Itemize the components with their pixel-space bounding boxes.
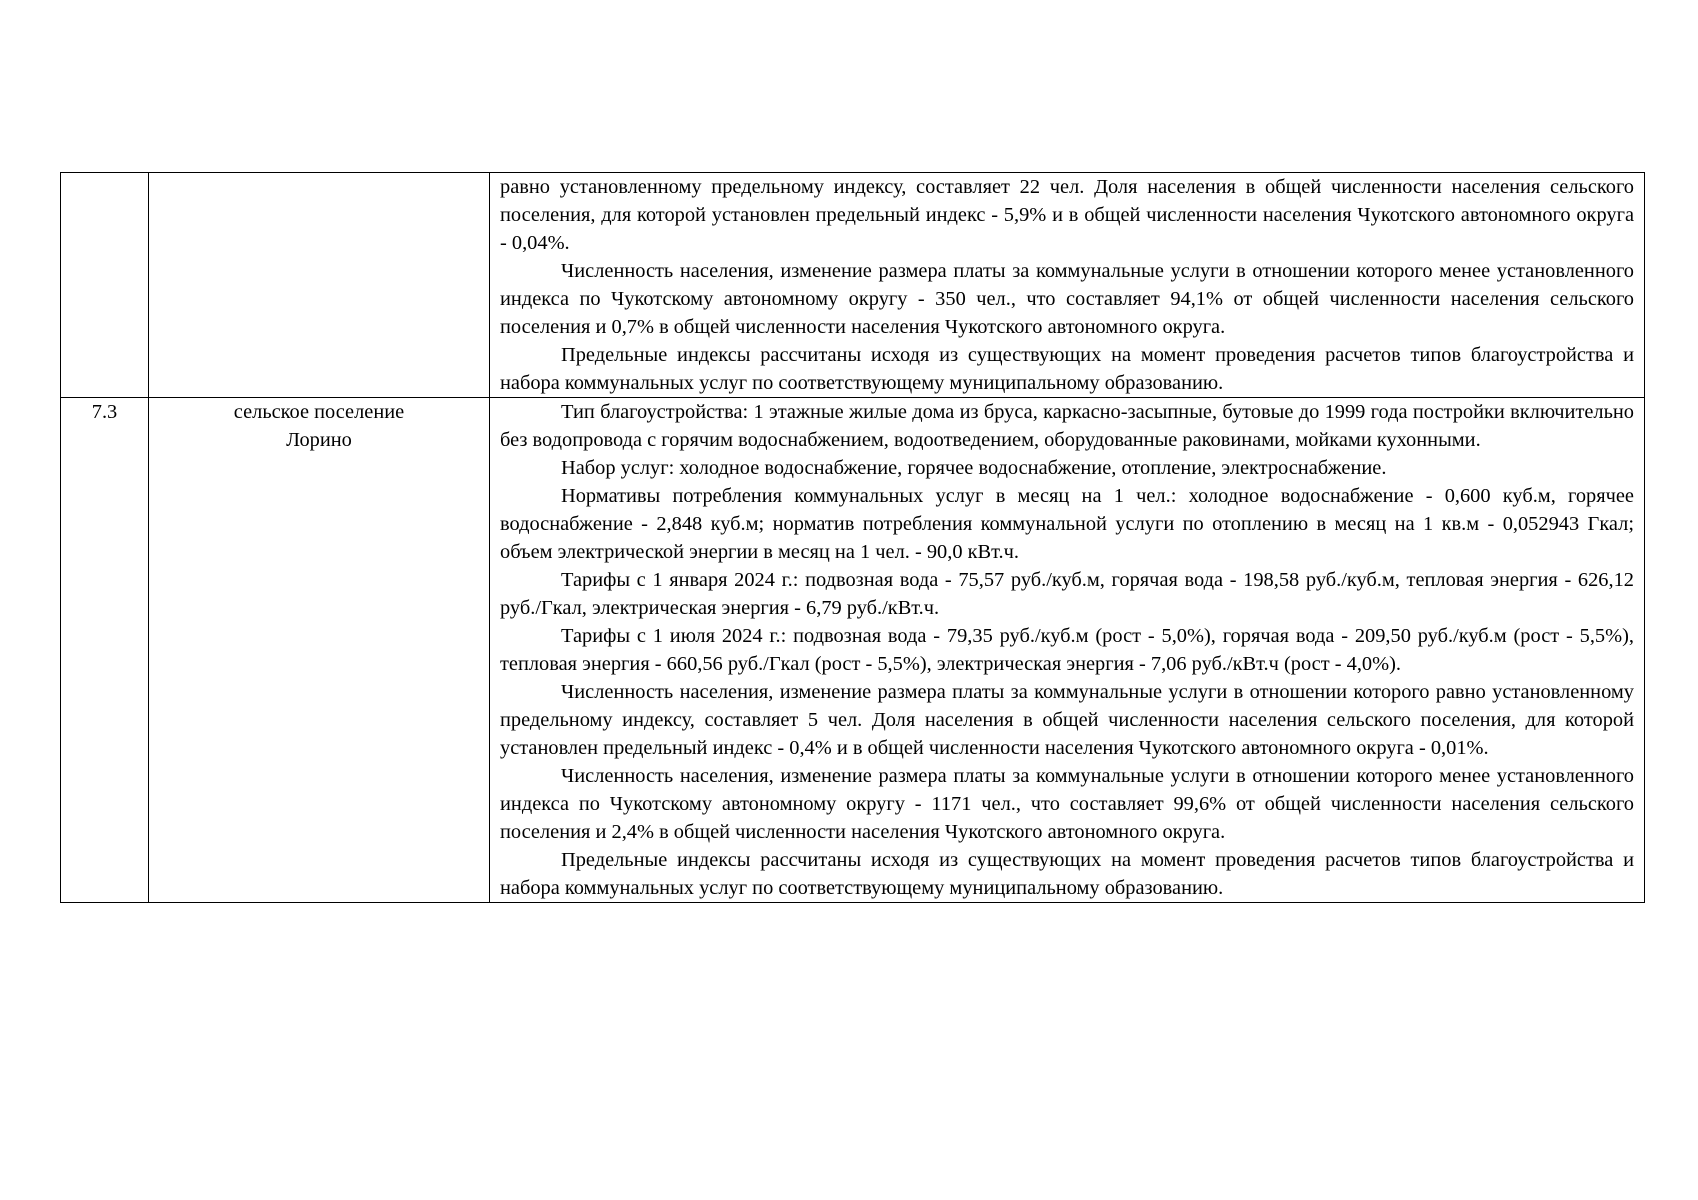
description-cell bbox=[490, 173, 1645, 398]
row-number: 7.3 bbox=[91, 401, 118, 423]
row-number-cell bbox=[61, 398, 149, 903]
row-number-cell bbox=[61, 173, 149, 398]
paragraph: Тарифы с 1 января 2024 г.: подвозная вода - 75,57 руб./куб.м, горячая вода - 198,58 руб./куб.м, тепловая энергия - 626,12 руб./Гкал, электрическая энергия - 6,79 руб./кВт.ч. bbox=[500, 569, 1634, 619]
paragraph: Тарифы с 1 июля 2024 г.: подвозная вода - 79,35 руб./куб.м (рост - 5,0%), горячая вода - 209,50 руб./куб.м (рост - 5,5%), тепловая энергия - 660,56 руб./Гкал (рост - 5,5%), электрическая энергия - 7,06 руб./кВт.ч (рост - 4,0%). bbox=[500, 625, 1634, 675]
paragraph: равно установленному предельному индексу, составляет 22 чел. Доля населения в общей численности населения сельского поселения, для которой установлен предельный индекс - 5,9% и в общей численности населения Чукотского автономного округа - 0,04%. bbox=[500, 176, 1634, 254]
settlement-name-cell bbox=[149, 398, 490, 903]
paragraph: Численность населения, изменение размера платы за коммунальные услуги в отношении которого равно установленному предельному индексу, составляет 5 чел. Доля населения в общей численности населения сельского поселения, для которой установлен предельный индекс - 0,4% и в общей численности населения Чукотского автономного округа - 0,01%. bbox=[500, 681, 1634, 759]
paragraph: Предельные индексы рассчитаны исходя из существующих на момент проведения расчетов типов благоустройства и набора коммунальных услуг по соответствующему муниципальному образованию. bbox=[500, 849, 1634, 899]
paragraph: Тип благоустройства: 1 этажные жилые дома из бруса, каркасно-засыпные, бутовые до 1999 года постройки включительно без водопровода с горячим водоснабжением, водоотведением, оборудованные раковинами, мойками кухонными. bbox=[500, 401, 1634, 451]
paragraph: Предельные индексы рассчитаны исходя из существующих на момент проведения расчетов типов благоустройства и набора коммунальных услуг по соответствующему муниципальному образованию. bbox=[500, 344, 1634, 394]
data-table bbox=[60, 172, 1645, 903]
paragraph: Численность населения, изменение размера платы за коммунальные услуги в отношении которого менее установленного индекса по Чукотскому автономному округу - 350 чел., что составляет 94,1% от общей численности населения сельского поселения и 0,7% в общей численности населения Чукотского автономного округа. bbox=[500, 260, 1634, 338]
paragraph: Нормативы потребления коммунальных услуг в месяц на 1 чел.: холодное водоснабжение - 0,600 куб.м, горячее водоснабжение - 2,848 куб.м; норматив потребления коммунальной услуги по отоплению в месяц на 1 кв.м - 0,052943 Гкал; объем электрической энергии в месяц на 1 чел. - 90,0 кВт.ч. bbox=[500, 485, 1634, 563]
settlement-name-cell bbox=[149, 173, 490, 398]
settlement-name-line: сельское поселение bbox=[233, 401, 405, 423]
description-cell bbox=[490, 398, 1645, 903]
paragraph: Численность населения, изменение размера платы за коммунальные услуги в отношении которого менее установленного индекса по Чукотскому автономному округу - 1171 чел., что составляет 99,6% от общей численности населения сельского поселения и 2,4% в общей численности населения Чукотского автономного округа. bbox=[500, 765, 1634, 843]
paragraph: Набор услуг: холодное водоснабжение, горячее водоснабжение, отопление, электроснабжение. bbox=[561, 457, 1387, 479]
table-row bbox=[61, 173, 1645, 398]
settlement-name-line: Лорино bbox=[286, 429, 352, 451]
table-row bbox=[61, 398, 1645, 903]
